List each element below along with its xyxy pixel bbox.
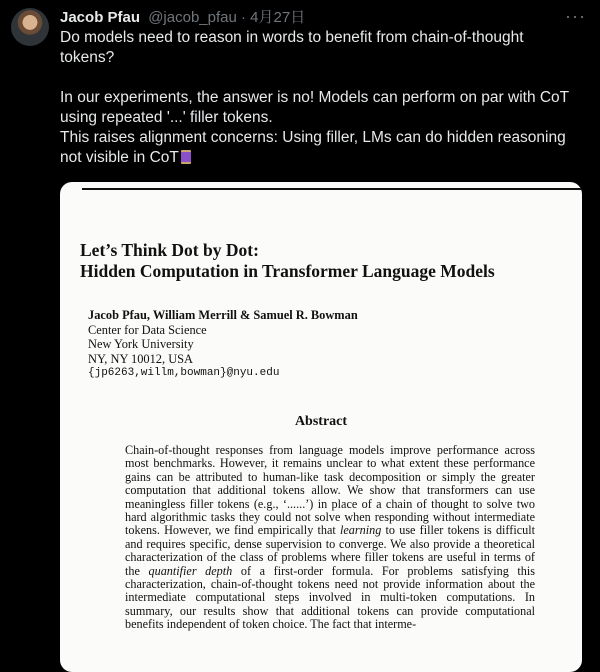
tweet-line: This raises alignment concerns: Using filler, LMs can do hidden reasoning <box>60 129 566 146</box>
affiliation: Center for Data Science <box>88 322 207 337</box>
tweet-date[interactable]: 4月27日 <box>250 9 306 26</box>
authors: Jacob Pfau, William Merrill & Samuel R. Bowman <box>88 308 358 322</box>
top-rule <box>82 188 582 190</box>
avatar[interactable] <box>11 8 49 46</box>
paper-title <box>80 240 495 282</box>
thread-spool-emoji <box>181 150 191 164</box>
author-handle[interactable]: @jacob_pfau <box>148 9 237 26</box>
tweet-line: In our experiments, the answer is no! Models can perform on par with CoT <box>60 89 570 106</box>
tweet-line: Do models need to reason in words to benefit from chain-of-thought <box>60 29 524 46</box>
tweet-line: using repeated '...' filler tokens. <box>60 109 273 126</box>
header-separator: · <box>241 9 246 26</box>
tweet-line: not visible in CoT <box>60 148 590 168</box>
author-name[interactable]: Jacob Pfau <box>60 9 141 26</box>
title-line: Hidden Computation in Transformer Language Models <box>80 261 495 281</box>
tweet-line: tokens? <box>60 49 115 66</box>
tweet-header <box>60 8 584 28</box>
author-block <box>88 308 358 381</box>
tweet-text <box>60 28 590 168</box>
email: {jp6263,willm,bowman}@nyu.edu <box>88 367 280 379</box>
abstract-heading: Abstract <box>294 414 348 429</box>
paper-image[interactable] <box>60 182 582 672</box>
more-horizontal-icon[interactable]: ··· <box>565 6 586 26</box>
abstract-text: Chain-of-thought responses from language models improve performance across most benchmarks. However, it remains unclear to what extent these performance gains can be attributed to human-like task decomposition or simply the greater computation that additional tokens allow. We show that transformers can use meaningless filler tokens (e.g., ‘......’) in place of a chain of thought to solve two hard algorithmic tasks they could not solve when responding without intermediate tokens. However, we find empirically that learning to use filler tokens is difficult and requires specific, dense supervision to converge. We also provide a theoretical characterization of the class of problems where filler tokens are useful in terms of the quantifier depth of a first-order formula. For problems satisfying this characterization, chain-of-thought tokens need not provide information about the intermediate computational steps involved in multi-token computations. In summary, our results show that additional tokens can provide computational benefits independent of token choice. The fact that interme- <box>125 443 535 632</box>
address: NY, NY 10012, USA <box>88 351 193 366</box>
university: New York University <box>88 337 194 351</box>
title-line: Let’s Think Dot by Dot: <box>80 240 259 260</box>
